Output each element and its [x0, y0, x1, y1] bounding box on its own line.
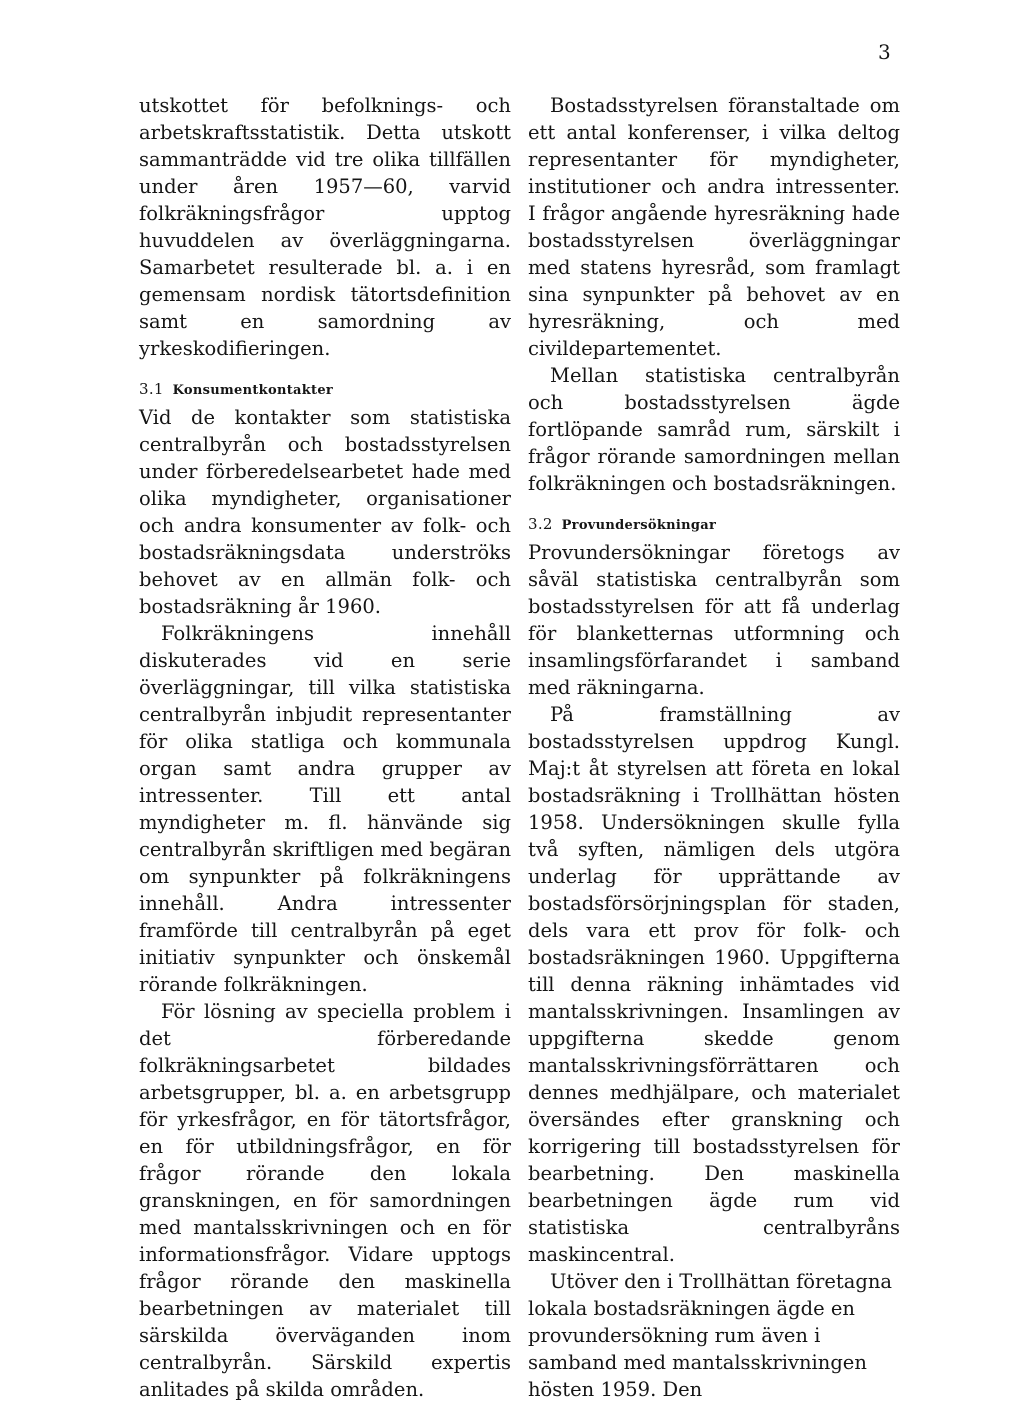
section-title: Provundersökningar [561, 518, 717, 533]
page-number: 3 [878, 40, 891, 64]
section-number: 3.1 [139, 380, 164, 398]
paragraph: För lösning av speciella problem i det förberedande folkräkningsarbetet bildades arbetsgrupper, bl. a. en arbetsgrupp för yrkesfrågor, en för tätortsfrågor, en för utbildningsfrågor, en för frågor rörande den lokala granskningen, en för samordningen med mantalsskrivningen och en för informationsfrågor. Vidare upptogs frågor rörande den maskinella bearbetningen av materialet till särskilda överväganden inom centralbyrån. Särskild expertis anlitades på skilda områden. [139, 1000, 511, 1401]
paragraph: Provundersökningar företogs av såväl statistiska centralbyrån som bostadsstyrelsen för att få underlag för blanketternas utformning och insamlingsförfarandet i samband med räkningarna. [528, 541, 900, 699]
paragraph: Bostadsstyrelsen föranstaltade om ett antal konferenser, i vilka deltog representanter för myndigheter, institutioner och andra intressenter. I frågor angående hyresräkning hade bostadsstyrelsen överläggningar med statens hyresråd, som framlagt sina synpunkter på behovet av en hyresräkning, och med civildepartementet. [528, 94, 900, 360]
paragraph: Utöver den i Trollhättan företagna lokala bostadsräkningen ägde en provundersökning rum även i samband med mantalsskrivningen hösten 1959. Den [528, 1270, 893, 1401]
paragraph: Folkräkningens innehåll diskuterades vid en serie överläggningar, till vilka statistiska centralbyrån inbjudit representanter för olika statliga och kommunala organ samt andra grupper av intressenter. Till ett antal myndigheter m. fl. hänvände sig centralbyrån skriftligen med begäran om synpunkter på folkräkningens innehåll. Andra intressenter framförde till centralbyrån på eget initiativ synpunkter och önskemål rörande folkräkningen. [139, 622, 511, 996]
section-heading-3-2 [528, 515, 900, 535]
paragraph: Mellan statistiska centralbyrån och bostadsstyrelsen ägde fortlöpande samråd rum, särskilt i frågor rörande samordningen mellan folkräkningen och bostadsräkningen. [528, 364, 900, 495]
section-number: 3.2 [528, 515, 553, 533]
left-column [139, 92, 511, 1403]
intro-paragraph: utskottet för befolknings- och arbetskraftsstatistik. Detta utskott sammanträdde vid tre olika tillfällen under åren 1957—60, varvid folkräkningsfrågor upptog huvuddelen av överläggningarna. Samarbetet resulterade bl. a. i en gemensam nordisk tätortsdefinition samt en samordning av yrkeskodifieringen. [139, 94, 511, 360]
section-title: Konsumentkontakter [172, 383, 334, 398]
right-column [528, 92, 900, 1403]
paragraph: På framställning av bostadsstyrelsen uppdrog Kungl. Maj:t åt styrelsen att företa en lokal bostadsräkning i Trollhättan hösten 1958. Undersökningen skulle fylla två syften, nämligen dels utgöra underlag för upprättande av bostadsförsörjningsplan för staden, dels vara ett prov för folk- och bostadsräkningen 1960. Uppgifterna till denna räkning inhämtades vid mantalsskrivningen. Insamlingen av uppgifterna skedde genom mantalsskrivningsförrättaren och dennes medhjälpare, och materialet översändes efter granskning och korrigering till bostadsstyrelsen för bearbetning. Den maskinella bearbetningen ägde rum vid statistiska centralbyråns maskincentral. [528, 703, 900, 1266]
section-heading-3-1 [139, 380, 511, 400]
paragraph: Vid de kontakter som statistiska centralbyrån och bostadsstyrelsen under förberedelsearbetet hade med olika myndigheter, organisationer och andra konsumenter av folk- och bostadsräkningsdata underströks behovet av en allmän folk- och bostadsräkning år 1960. [139, 406, 511, 618]
